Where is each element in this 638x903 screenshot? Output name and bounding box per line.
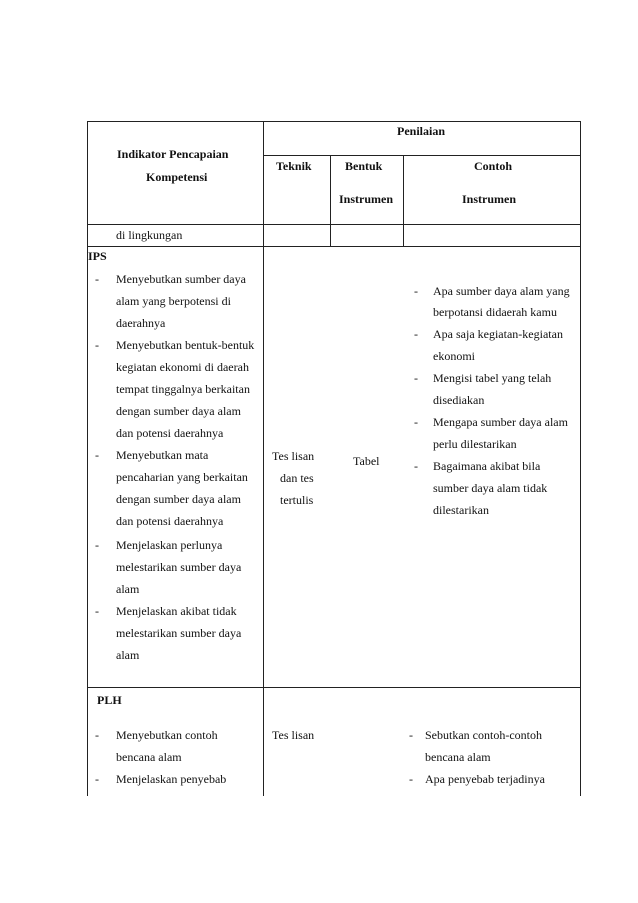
list-bullet: - <box>414 284 418 298</box>
header-contoh-line2: Instrumen <box>462 192 517 206</box>
list-bullet: - <box>409 728 413 742</box>
plh-contoh-line: Sebutkan contoh-contoh <box>425 728 542 742</box>
ips-indicator-line: dengan sumber daya alam <box>116 492 241 506</box>
ips-teknik-line: tertulis <box>280 493 314 507</box>
ips-contoh-line: Apa sumber daya alam yang <box>433 284 570 298</box>
ips-indicator-line: Menyebutkan bentuk-bentuk <box>116 338 255 352</box>
plh-contoh-line: bencana alam <box>425 750 491 764</box>
plh-label: PLH <box>97 693 122 707</box>
ips-indicator-line: dengan sumber daya alam <box>116 404 241 418</box>
list-bullet: - <box>95 538 99 552</box>
list-bullet: - <box>95 338 99 352</box>
list-bullet: - <box>95 448 99 462</box>
ips-contoh-line: Mengapa sumber daya alam <box>433 415 568 429</box>
list-bullet: - <box>414 415 418 429</box>
header-bentuk-line1: Bentuk <box>345 159 383 173</box>
list-bullet: - <box>414 327 418 341</box>
ips-contoh-line: Bagaimana akibat bila <box>433 459 541 473</box>
ips-contoh-line: disediakan <box>433 393 485 407</box>
ips-contoh-line: Apa saja kegiatan-kegiatan <box>433 327 563 341</box>
ips-indicator-line: melestarikan sumber daya <box>116 626 242 640</box>
plh-contoh-line: Apa penyebab terjadinya <box>425 772 545 786</box>
header-indikator-line2: Kompetensi <box>146 170 208 184</box>
ips-teknik-line: dan tes <box>280 471 314 485</box>
ips-indicator-line: tempat tinggalnya berkaitan <box>116 382 250 396</box>
ips-indicator-line: alam <box>116 582 140 596</box>
ips-bentuk: Tabel <box>353 454 380 468</box>
ips-indicator-line: dan potensi daerahnya <box>116 514 224 528</box>
header-bentuk-line2: Instrumen <box>339 192 394 206</box>
ips-contoh-line: ekonomi <box>433 349 475 363</box>
list-bullet: - <box>95 772 99 786</box>
header-teknik: Teknik <box>276 159 312 173</box>
header-penilaian: Penilaian <box>397 124 446 138</box>
ips-contoh-line: dilestarikan <box>433 503 489 517</box>
ips-contoh-line: perlu dilestarikan <box>433 437 517 451</box>
ips-indicator-line: daerahnya <box>116 316 166 330</box>
plh-teknik: Tes lisan <box>272 728 315 742</box>
ips-contoh-line: berpotansi didaerah kamu <box>433 305 557 319</box>
ips-indicator-line: alam <box>116 648 140 662</box>
plh-indicator-line: Menjelaskan penyebab <box>116 772 227 786</box>
ips-indicator-line: kegiatan ekonomi di daerah <box>116 360 249 374</box>
continued-text: di lingkungan <box>116 228 183 242</box>
ips-label: IPS <box>88 249 107 263</box>
header-contoh-line1: Contoh <box>474 159 513 173</box>
ips-indicator-line: alam yang berpotensi di <box>116 294 231 308</box>
ips-indicator-line: Menyebutkan mata <box>116 448 209 462</box>
ips-indicator-line: pencaharian yang berkaitan <box>116 470 248 484</box>
ips-indicator-line: melestarikan sumber daya <box>116 560 242 574</box>
ips-indicator-line: Menjelaskan perlunya <box>116 538 223 552</box>
plh-indicator-line: Menyebutkan contoh <box>116 728 218 742</box>
plh-indicator-line: bencana alam <box>116 750 182 764</box>
ips-contoh-line: Mengisi tabel yang telah <box>433 371 552 385</box>
list-bullet: - <box>414 459 418 473</box>
ips-contoh-line: sumber daya alam tidak <box>433 481 548 495</box>
ips-indicator-line: Menyebutkan sumber daya <box>116 272 246 286</box>
header-indikator-line1: Indikator Pencapaian <box>117 147 229 161</box>
list-bullet: - <box>95 272 99 286</box>
list-bullet: - <box>95 728 99 742</box>
list-bullet: - <box>409 772 413 786</box>
ips-teknik-line: Tes lisan <box>272 449 315 463</box>
list-bullet: - <box>414 371 418 385</box>
ips-indicator-line: Menjelaskan akibat tidak <box>116 604 237 618</box>
list-bullet: - <box>95 604 99 618</box>
ips-indicator-line: dan potensi daerahnya <box>116 426 224 440</box>
